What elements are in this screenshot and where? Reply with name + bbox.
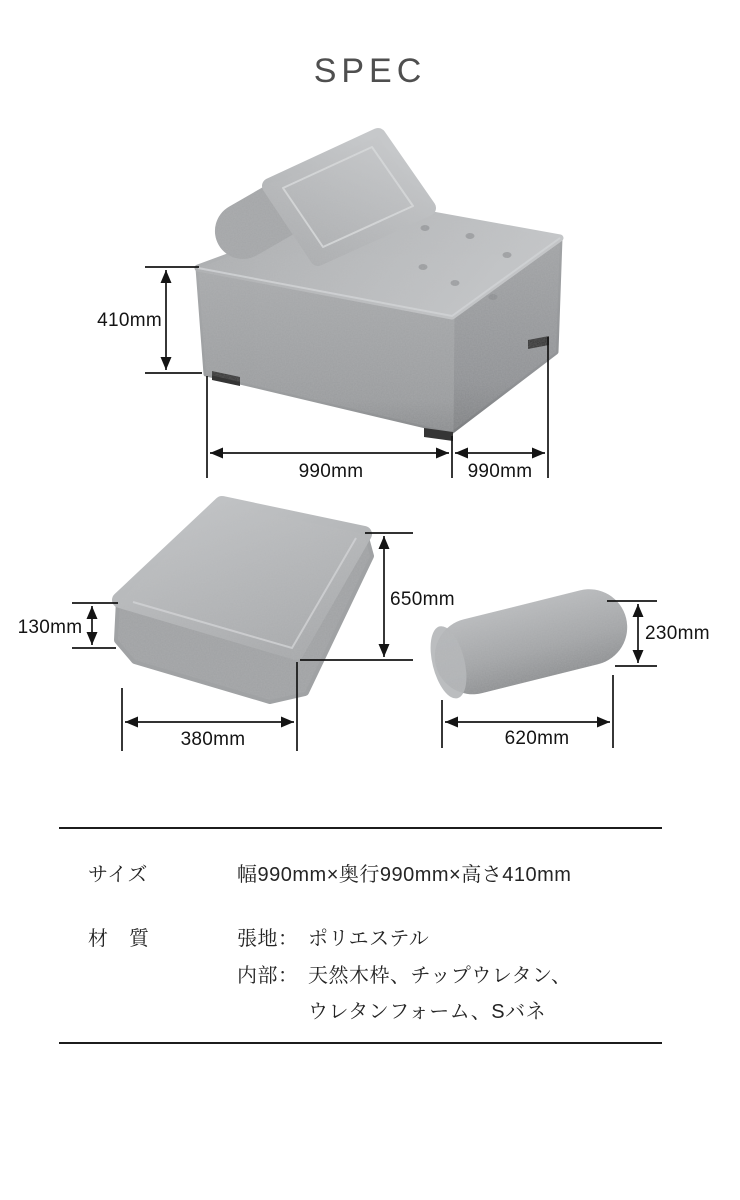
size-row-label: サイズ [88,864,148,886]
cushion-depth-label: 650mm [390,589,455,610]
sofa-width-label: 990mm [298,461,364,482]
material-inner-value: 天然木枠、チップウレタン、 [308,965,572,987]
size-row-value: 幅990mm×奥行990mm×高さ410mm [237,864,572,886]
sofa-fabric-texture [140,120,610,450]
table-top-rule [59,827,662,829]
cushion-fabric-texture [90,480,390,720]
bolster-diameter-label: 230mm [645,623,710,644]
cushion-width-label: 380mm [180,729,246,750]
cushion-image [90,480,390,720]
material-row-label: 材 質 [88,928,150,950]
material-inner-value-2: ウレタンフォーム、Sバネ [308,1001,547,1023]
table-bottom-rule [59,1042,662,1044]
material-cover-key: 張地： [237,928,299,950]
bolster-length-label: 620mm [504,728,570,749]
sofa-height-label: 410mm [97,310,162,331]
material-inner-key: 内部： [237,965,299,987]
material-cover-value: ポリエステル [308,928,430,950]
sofa-depth-label: 990mm [467,461,533,482]
cushion-thickness-label: 130mm [17,617,83,638]
page-title: SPEC [313,52,427,90]
sofa-image [140,120,610,450]
